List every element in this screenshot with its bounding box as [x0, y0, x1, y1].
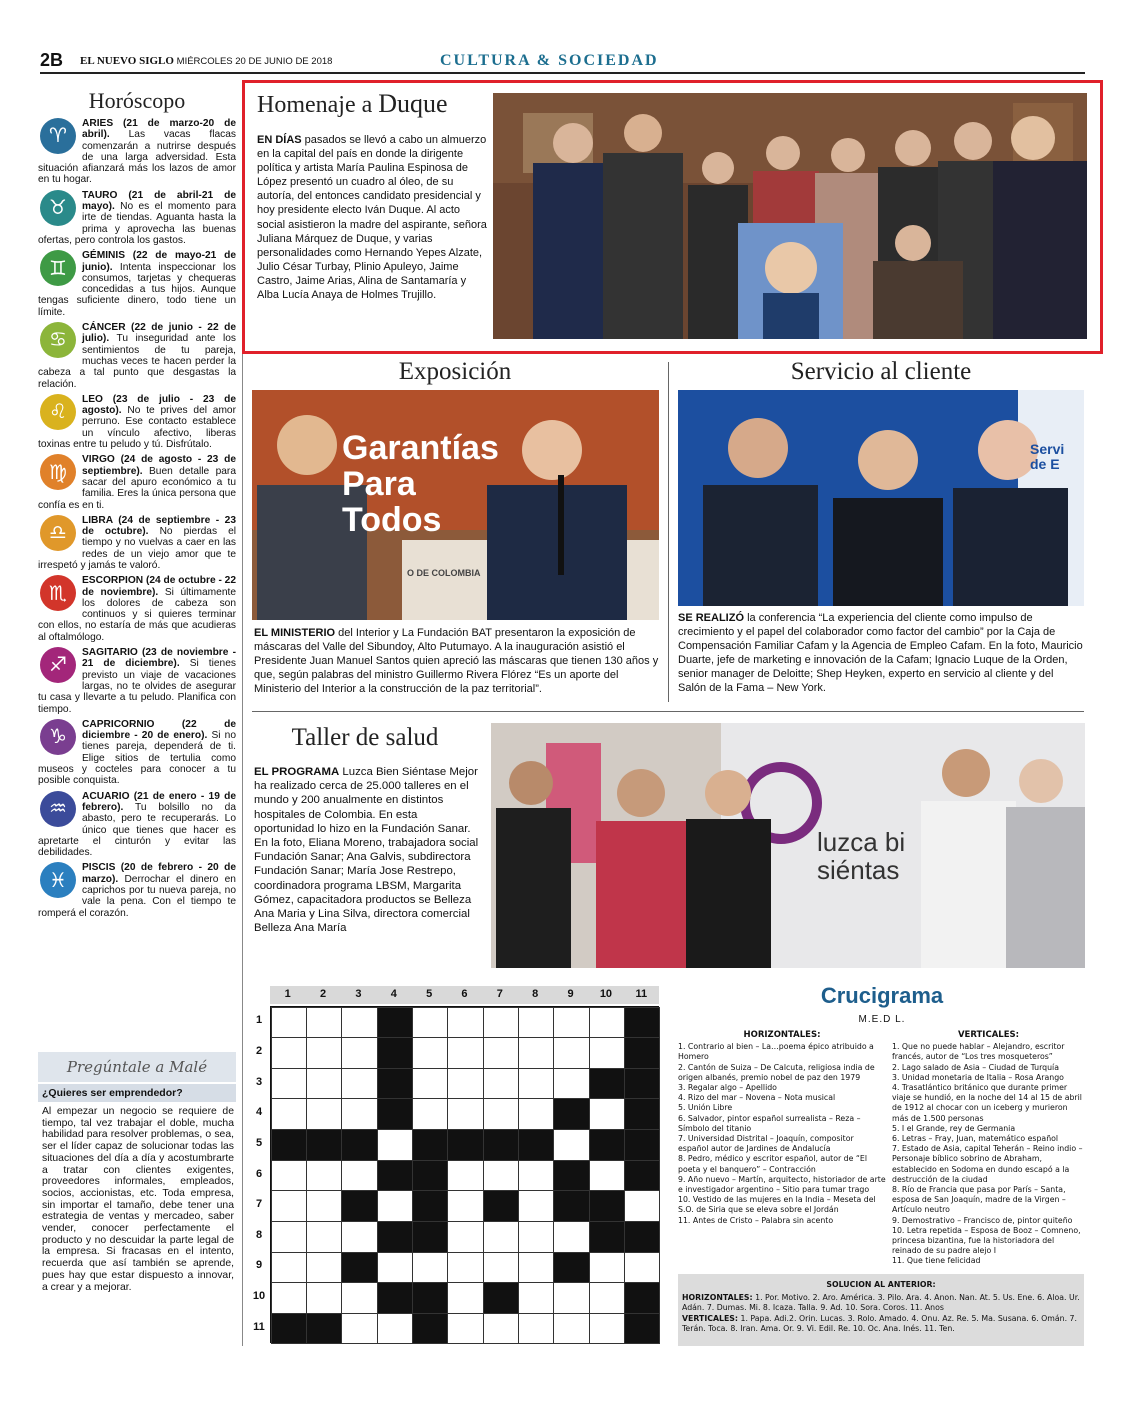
- crossword-cell[interactable]: [589, 1160, 625, 1192]
- crossword-cell[interactable]: [518, 1221, 554, 1253]
- horoscope-sign: [38, 719, 236, 787]
- crossword-cell[interactable]: [271, 1068, 307, 1100]
- crossword-cell[interactable]: [553, 1129, 589, 1161]
- crossword-cell[interactable]: [341, 1068, 377, 1100]
- clue: 8. Pedro, médico y escritor español, autor de “El poeta y el banquero” – Contracción: [678, 1154, 868, 1174]
- crossword-cell[interactable]: [306, 1068, 342, 1100]
- section-title: CULTURA & SOCIEDAD: [440, 52, 659, 69]
- servicio-caption: [678, 611, 1084, 695]
- clue: 11. Antes de Cristo – Palabra sin acento: [678, 1215, 834, 1225]
- crossword-black-cell: [377, 1068, 413, 1100]
- clues-vertical-title: VERTICALES:: [957, 1030, 1020, 1040]
- sign-name: ACUARIO (21 de enero - 19 de febrero).: [82, 790, 236, 813]
- newspaper-title: EL NUEVO SIGLO: [80, 55, 174, 67]
- sign-text: Buen detalle para sacar del apuro económico a tu familia. Eres la única persona que confía es en ti.: [38, 465, 236, 511]
- crossword-cell[interactable]: [271, 1037, 307, 1069]
- crossword-black-cell: [306, 1313, 342, 1345]
- exposicion-lead: EL MINISTERIO: [254, 627, 336, 639]
- crossword-cell[interactable]: [589, 1037, 625, 1069]
- sign-text: No pierdas el tiempo y no vuelvas a caer en las redes de un viejo amor que te irrespetó y jamás te valoró.: [38, 526, 236, 571]
- crossword-cell[interactable]: [412, 1007, 448, 1039]
- section-rule: [252, 711, 1084, 712]
- clues-horizontal: [678, 1030, 886, 1226]
- crossword-cell[interactable]: [271, 1252, 307, 1284]
- crossword-black-cell: [412, 1282, 448, 1314]
- sign-name: ARIES (21 de marzo-20 de abril).: [82, 118, 236, 141]
- sign-name: TAURO (21 de abril-21 de mayo).: [82, 189, 236, 213]
- crossword-cell[interactable]: [341, 1160, 377, 1192]
- crossword-cell[interactable]: [412, 1068, 448, 1100]
- crossword-column-number: 10: [599, 988, 613, 1000]
- crossword-cell[interactable]: [306, 1221, 342, 1253]
- sign-text: Tu bolsillo no da abasto, pero te recuperarás. Lo único que tienes que hacer es apretarte el cinturón y evitar las debilidades.: [38, 801, 236, 859]
- crossword-cell[interactable]: [306, 1037, 342, 1069]
- clue: 2. Cantón de Suiza – De Calcuta, religiosa india de origen albanés, premio nobel de paz den 1979: [678, 1062, 875, 1082]
- crossword-cell[interactable]: [447, 1098, 483, 1130]
- crossword-black-cell: [624, 1313, 660, 1345]
- column-divider-middle: [668, 362, 669, 702]
- crossword-black-cell: [271, 1129, 307, 1161]
- crossword-black-cell: [412, 1190, 448, 1222]
- crossword-black-cell: [412, 1221, 448, 1253]
- clue: 9. Demostrativo – Francisco de, pintor quiteño: [892, 1215, 1073, 1225]
- crossword-row-number: 6: [255, 1167, 263, 1180]
- exposicion-banner-small: O DE COLOMBIA: [407, 568, 481, 578]
- leo-icon: ♌: [40, 394, 76, 430]
- crossword-black-cell: [271, 1313, 307, 1345]
- crossword-cell[interactable]: [553, 1037, 589, 1069]
- horoscope-sign: [38, 862, 236, 918]
- crossword-black-cell: [624, 1221, 660, 1253]
- sign-text: No es el momento para irte de tiendas. Aguanta hasta la prima y aprovecha las buenas ofertas, pero controla los gastos.: [38, 201, 236, 246]
- crossword-black-cell: [483, 1190, 519, 1222]
- sign-name: CÁNCER (22 de junio - 22 de julio).: [82, 322, 236, 345]
- crossword-black-cell: [624, 1282, 660, 1314]
- sign-name: LEO (23 de julio - 23 de agosto).: [82, 393, 236, 417]
- sign-text: Derrochar el dinero en caprichos por tu nueva pareja, no vale la pena. Con el tiempo te romperá el corazón.: [38, 873, 236, 919]
- crossword-cell[interactable]: [483, 1098, 519, 1130]
- sign-text: Si últimamente los dolores de cabeza son continuos y si quieres terminar con ellos, no estaría de más que acudieras al oftalmólogo.: [38, 586, 236, 643]
- issue-date: MIÉRCOLES 20 DE JUNIO DE 2018: [176, 56, 333, 67]
- crossword-black-cell: [377, 1037, 413, 1069]
- crossword-cell[interactable]: [271, 1282, 307, 1314]
- crossword-cell[interactable]: [271, 1160, 307, 1192]
- clue: 10. Letra repetida – Esposa de Booz – Comneno, princesa bizantina, fue la historiadora del reinado de su padre alejo I: [892, 1225, 1081, 1256]
- pisces-icon: ♓: [40, 862, 76, 898]
- crossword-black-cell: [589, 1129, 625, 1161]
- header-rule: [40, 72, 1085, 74]
- sign-text: Si tienes previsto un viaje de vacaciones largas, no te olvides de asegurar tu casa y llevarte a tu peludo. Planifica con tiempo.: [38, 658, 236, 715]
- crossword-row-number: 9: [255, 1259, 263, 1272]
- crossword-row-number: 5: [255, 1136, 263, 1149]
- crossword-black-cell: [553, 1252, 589, 1284]
- crossword-cell[interactable]: [447, 1252, 483, 1284]
- crossword-black-cell: [553, 1190, 589, 1222]
- clue: 7. Universidad Distrital – Joaquín, compositor español autor de Jardines de Andalucía: [678, 1134, 854, 1154]
- taller-banner: [817, 828, 905, 884]
- crossword-cell[interactable]: [341, 1007, 377, 1039]
- solution-title: SOLUCION AL ANTERIOR:: [826, 1280, 936, 1289]
- crossword-cell[interactable]: [518, 1007, 554, 1039]
- crossword-cell[interactable]: [447, 1313, 483, 1345]
- clue: 4. Rizo del mar – Novena – Nota musical: [678, 1093, 836, 1103]
- crossword-row-number: 2: [255, 1044, 263, 1057]
- crossword-cell[interactable]: [483, 1007, 519, 1039]
- sign-name: SAGITARIO (23 de noviembre - 21 de diciembre).: [82, 647, 236, 670]
- horoscope-signs: [38, 118, 236, 919]
- crossword-black-cell: [377, 1007, 413, 1039]
- crossword-black-cell: [341, 1129, 377, 1161]
- crossword-cell[interactable]: [306, 1160, 342, 1192]
- crossword-cell[interactable]: [483, 1221, 519, 1253]
- crossword-cell[interactable]: [589, 1313, 625, 1345]
- crossword-cell[interactable]: [518, 1252, 554, 1284]
- horoscope-sign: [38, 575, 236, 643]
- homenaje-lead: EN DÍAS: [257, 134, 302, 146]
- crossword-cell[interactable]: [624, 1252, 660, 1284]
- crossword-cell[interactable]: [518, 1037, 554, 1069]
- crossword-black-cell: [553, 1160, 589, 1192]
- taller-photo: [491, 723, 1085, 968]
- horoscope-sign: [38, 454, 236, 510]
- servicio-title: Servicio al cliente: [790, 358, 972, 385]
- crossword-cell[interactable]: [589, 1098, 625, 1130]
- crossword-black-cell: [447, 1129, 483, 1161]
- crossword-black-cell: [341, 1252, 377, 1284]
- homenaje-title-a: Homenaje a: [257, 92, 379, 118]
- horoscope-sign: [38, 118, 236, 186]
- solution-horizontal-text: 1. Por. Motivo. 2. Aro. América. 3. Pilo. Ara. 4. Anon. Nan. At. 5. Us. Ene. 6. Aloa. Ur. Adán. 7. Dumas. Mi. 8. Icaza. Talla. 9. Ad. 10. Sora. Coros. 11. Anos: [682, 1293, 1080, 1313]
- crossword-cell[interactable]: [589, 1282, 625, 1314]
- sign-text: Intenta inspeccionar los consumos, tarjetas y chequeras concedidas a tus hijos. Aunque tengas suficiente dinero, todo tiene un límite.: [38, 261, 236, 318]
- clue: 3. Unidad monetaria de Italia – Rosa Arango: [892, 1072, 1064, 1082]
- aquarius-icon: ♒: [40, 791, 76, 827]
- crossword-row-number: 4: [255, 1106, 263, 1119]
- sign-name: GÉMINIS (22 de mayo-21 de junio).: [82, 250, 236, 273]
- crossword-black-cell: [377, 1098, 413, 1130]
- crossword-column-number: 2: [319, 988, 327, 1000]
- aries-icon: ♈: [40, 118, 76, 154]
- horoscope-sign: [38, 394, 236, 450]
- horoscope-sign: [38, 250, 236, 318]
- taller-title: Taller de salud: [291, 724, 439, 751]
- crossword-cell[interactable]: [341, 1098, 377, 1130]
- crossword-column-number: 4: [390, 988, 397, 1000]
- crossword-cell[interactable]: [483, 1160, 519, 1192]
- clue: 4. Trasatlántico británico que durante primer viaje se hundió, en la noche del 14 al 15 de abril de 1912 al chocar con un iceberg y murieron más de 1.500 personas: [892, 1083, 1082, 1123]
- crossword-cell[interactable]: [518, 1190, 554, 1222]
- taller-caption: [254, 765, 480, 935]
- solution-vertical-text: 1. Papa. Adi.2. Orin. Lucas. 3. Rolo. Amado. 4. Onu. Az. Re. 5. Ma. Susana. 6. Omán. 7. Terán. Toca. 8. Iran. Ama. Or. 9. Vi. Edil. Re. 10. Oc. Ana. Inés. 11. Ten.: [682, 1313, 1077, 1333]
- crossword-black-cell: [412, 1160, 448, 1192]
- homenaje-title: [257, 89, 448, 119]
- horoscope-title: Horóscopo: [88, 88, 186, 113]
- sign-name: LIBRA (24 de septiembre - 23 de octubre).: [82, 514, 236, 538]
- scorpio-icon: ♏: [40, 575, 76, 611]
- crossword-title: Crucigrama: [820, 983, 944, 1008]
- cancer-icon: ♋: [40, 322, 76, 358]
- page-number: 2B: [40, 50, 64, 70]
- taller-lead: EL PROGRAMA: [254, 766, 340, 778]
- crossword-cell[interactable]: [483, 1252, 519, 1284]
- crossword-cell[interactable]: [306, 1007, 342, 1039]
- crossword-black-cell: [624, 1007, 660, 1039]
- crossword-cell[interactable]: [377, 1252, 413, 1284]
- crossword-column-number: 3: [355, 988, 362, 1000]
- crossword-row-number: 10: [252, 1290, 266, 1303]
- advice-title: Pregúntale a Malé: [38, 1052, 236, 1082]
- crossword-column-number: 6: [461, 988, 468, 1000]
- crossword-column-number: 9: [567, 988, 574, 1000]
- crossword-cell[interactable]: [412, 1098, 448, 1130]
- exposicion-banner: Garantías Para Todos: [342, 429, 499, 539]
- sign-name: CAPRICORNIO (22 de diciembre - 20 de enero).: [82, 718, 236, 742]
- taller-banner-line-2: siéntas: [817, 855, 900, 885]
- horoscope-sign: [38, 322, 236, 390]
- crossword-black-cell: [377, 1160, 413, 1192]
- sign-name: VIRGO (24 de agosto - 23 de septiembre).: [82, 454, 236, 477]
- clue: 7. Estado de Asia, capital Teherán – Reino indio – Personaje bíblico sobrino de Abraham, establecido en Sodoma en dundo escapó a la destrucción de la ciudad: [892, 1144, 1083, 1184]
- advice-body: Al empezar un negocio se requiere de tiempo, tal vez trabajar el doble, mucha habilidad para resolver problemas, o sea, ser el líder capaz de solucionar todas las situaciones del día a día y acostumbrarte a tratar con clientes exigentes, proveedores informales, empleados, socios, accionistas, etc. Toda empresa, sin importar el tamaño, debe tener una estrategia de ventas y mercadeo, saber vender, conocer perfectamente el producto y no descuidar la parte legal de la empresa. Si fracasas en el intento, recuerda que así también se aprende, pues hay que estar dispuesto a innovar, a crear y a mejorar.: [42, 1106, 234, 1293]
- crossword-black-cell: [624, 1160, 660, 1192]
- crossword-cell[interactable]: [412, 1252, 448, 1284]
- sign-text: No te prives del amor perruno. Ese contacto establece un vínculo afectivo, liberas toxinas entre tu peludo y tú. Disfrútalo.: [38, 405, 236, 451]
- clue: 10. Vestido de las mujeres en la India – Meseta del S.O. de Siria que se eleva sobre el Jordán: [678, 1195, 876, 1215]
- taller-text: Luzca Bien Siéntase Mejor ha realizado cerca de 25.000 talleres en el mundo y 200 anualmente en distintos hospitales de Colombia. En esta oportunidad lo hizo en la Fundación Sanar. En la foto, Eliana Moreno, trabajadora social Fundación Sanar; Ana Galvis, subdirectora Fundación Sanar; María Jose Restrepo, coordinadora programa LBSM, Margarita Gómez, capacitadora productos se Belleza Ana Maria y Lina Silva, directora comercial Belleza Ana María: [254, 766, 479, 935]
- crossword-black-cell: [589, 1221, 625, 1253]
- crossword-cell[interactable]: [306, 1282, 342, 1314]
- crossword-black-cell: [377, 1221, 413, 1253]
- crossword-row-number: 11: [253, 1320, 265, 1333]
- sign-text: Si no tienes pareja, dependerá de ti. Elige sitios de tertulia como museos y cocteles para conocer a tu posible conquista.: [38, 730, 236, 787]
- clue: 6. Salvador, pintor español surrealista – Reza – Símbolo del titanio: [678, 1113, 861, 1133]
- clue: 11. Que tiene felicidad: [892, 1256, 981, 1266]
- homenaje-text: pasados se llevó a cabo un almuerzo en la capital del país en donde la dirigente política y artista María Paulina Espinosa de López presentó un cuadro al óleo, de su autoría, del entonces candidato presidencial y hoy presidente electo Iván Duque. Al acto social asistieron la madre del aspirante, señora Juliana Márquez de Duque, y varias personalidades como Hernando Yepes Alzate, Julio César Turbay, Plinio Apuleyo, Jaime Castro, Jaime Arias, Alina de Santamaría y Alba Lucía Anaya de Holmes Trujillo.: [257, 134, 487, 302]
- sign-text: Las vacas flacas comenzarán a nutrirse después de una larga adversidad. Esta situación afianzará más los lazos de amor en tu hogar.: [38, 129, 236, 186]
- clue: 1. Contrario al bien – La…poema épico atribuido a Homero: [678, 1042, 874, 1062]
- clue: 9. Año nuevo – Martín, arquitecto, historiador de arte e investigador argentino – Sitio para tumar trago: [678, 1174, 886, 1195]
- crossword-cell[interactable]: [553, 1007, 589, 1039]
- crossword-black-cell: [624, 1037, 660, 1069]
- sign-name: PISCIS (20 de febrero - 20 de marzo).: [82, 862, 236, 885]
- previous-solution: [678, 1274, 1084, 1346]
- crossword-cell[interactable]: [271, 1007, 307, 1039]
- crossword-cell[interactable]: [271, 1098, 307, 1130]
- crossword-cell[interactable]: [447, 1068, 483, 1100]
- crossword-column-numbers: [270, 986, 659, 1004]
- crossword-cell[interactable]: [447, 1160, 483, 1192]
- crossword-cell[interactable]: [447, 1190, 483, 1222]
- exposicion-photo: [252, 390, 659, 620]
- homenaje-photo: [493, 93, 1087, 339]
- solution-vertical: [682, 1314, 1080, 1334]
- crossword-row-number: 8: [255, 1228, 263, 1241]
- clue: 8. Río de Francia que pasa por París – Santa, esposa de San Joaquín, madre de la Virgen – Artículo neutro: [892, 1185, 1066, 1215]
- crossword-cell[interactable]: [553, 1313, 589, 1345]
- crossword-author: M.E.D L.: [858, 1014, 906, 1025]
- taurus-icon: ♉: [40, 190, 76, 226]
- solution-vertical-label: VERTICALES:: [682, 1313, 739, 1323]
- crossword-cell[interactable]: [341, 1037, 377, 1069]
- crossword-cell[interactable]: [377, 1129, 413, 1161]
- crossword-cell[interactable]: [306, 1098, 342, 1130]
- crossword-black-cell: [589, 1190, 625, 1222]
- crossword-cell[interactable]: [341, 1221, 377, 1253]
- crossword-cell[interactable]: [447, 1007, 483, 1039]
- servicio-lead: SE REALIZÓ: [678, 612, 745, 624]
- crossword-cell[interactable]: [377, 1313, 413, 1345]
- crossword-column-number: 7: [496, 988, 503, 1000]
- crossword-row-number: 3: [255, 1075, 263, 1088]
- horoscope-sign: [38, 791, 236, 859]
- crossword-black-cell: [624, 1068, 660, 1100]
- clue: 5. Unión Libre: [678, 1103, 733, 1113]
- crossword-row-number: 1: [255, 1014, 263, 1027]
- virgo-icon: ♍: [40, 454, 76, 490]
- solution-horizontal: [682, 1293, 1080, 1313]
- crossword-grid: [270, 1006, 659, 1343]
- crossword-cell[interactable]: [341, 1313, 377, 1345]
- clues-vertical: [892, 1030, 1085, 1267]
- homenaje-article: [242, 80, 1103, 354]
- crossword-cell[interactable]: [518, 1313, 554, 1345]
- capricorn-icon: ♑: [40, 719, 76, 755]
- exposicion-title: Exposición: [398, 358, 512, 385]
- crossword-cell[interactable]: [553, 1282, 589, 1314]
- crossword-cell[interactable]: [271, 1190, 307, 1222]
- crossword-black-cell: [589, 1068, 625, 1100]
- crossword-cell[interactable]: [518, 1160, 554, 1192]
- clue: 5. I el Grande, rey de Germania: [892, 1123, 1016, 1133]
- crossword-cell[interactable]: [518, 1068, 554, 1100]
- crossword-cell[interactable]: [447, 1282, 483, 1314]
- homenaje-title-b: Duque: [378, 89, 448, 118]
- crossword-row-number: 7: [255, 1198, 263, 1211]
- homenaje-body: [257, 133, 489, 302]
- servicio-text: la conferencia “La experiencia del cliente como impulso de crecimiento y el papel del colaborador como factor del cambio” por la Caja de Compensación Familiar Cafam y la Agencia de Empleo Cafam. En la foto, Mauricio Duarte, jefe de marketing e innovación de la Cafam; Ignacio Luque de la Orden, senior manager de Deloitte; Shep Heyken, experto en servicio al cliente y del Salón de la Fama – New York.: [678, 612, 1083, 694]
- horoscope-sign: [38, 647, 236, 715]
- crossword-cell[interactable]: [589, 1007, 625, 1039]
- clue: 6. Letras – Fray, Juan, matemático español: [892, 1134, 1059, 1144]
- crossword-black-cell: [624, 1129, 660, 1161]
- crossword-cell[interactable]: [271, 1221, 307, 1253]
- solution-horizontal-label: HORIZONTALES:: [682, 1293, 753, 1303]
- clue: 1. Que no puede hablar – Alejandro, escritor francés, autor de “Los tres mosqueteros”: [892, 1042, 1065, 1062]
- crossword-black-cell: [624, 1098, 660, 1130]
- crossword-cell[interactable]: [447, 1037, 483, 1069]
- crossword-cell[interactable]: [306, 1190, 342, 1222]
- crossword-cell[interactable]: [518, 1098, 554, 1130]
- taller-banner-line-1: luzca bi: [817, 827, 906, 857]
- crossword-cell[interactable]: [518, 1282, 554, 1314]
- clues-horizontal-title: HORIZONTALES:: [743, 1030, 821, 1040]
- clue: 3. Regalar algo – Apellido: [678, 1083, 777, 1093]
- crossword-cell[interactable]: [306, 1252, 342, 1284]
- libra-icon: ♎: [40, 515, 76, 551]
- horoscope-column: [38, 88, 236, 923]
- sign-text: Tu inseguridad ante los sentimientos de tu pareja, muchas veces te hacen perder la cabeza a tal punto que desgastas la relación.: [38, 333, 236, 390]
- horoscope-sign: [38, 190, 236, 246]
- crossword-cell[interactable]: [377, 1190, 413, 1222]
- advice-question: ¿Quieres ser emprendedor?: [38, 1084, 236, 1102]
- crossword-black-cell: [553, 1098, 589, 1130]
- crossword-cell[interactable]: [483, 1068, 519, 1100]
- horoscope-sign: [38, 515, 236, 571]
- crossword-column-number: 1: [284, 988, 291, 1000]
- crossword-black-cell: [412, 1129, 448, 1161]
- servicio-photo: [678, 390, 1084, 606]
- crossword-black-cell: [341, 1190, 377, 1222]
- crossword-cell[interactable]: [589, 1252, 625, 1284]
- sagittarius-icon: ♐: [40, 647, 76, 683]
- crossword-black-cell: [377, 1282, 413, 1314]
- crossword-cell[interactable]: [412, 1037, 448, 1069]
- crossword-column-number: 8: [532, 988, 539, 1000]
- crossword-black-cell: [412, 1313, 448, 1345]
- servicio-banner: Servi de E: [1030, 441, 1065, 472]
- crossword-black-cell: [483, 1129, 519, 1161]
- clue: 2. Lago salado de Asia – Ciudad de Turquía: [892, 1062, 1059, 1072]
- crossword-cell[interactable]: [447, 1221, 483, 1253]
- crossword-cell[interactable]: [483, 1313, 519, 1345]
- crossword-column-number: 11: [635, 988, 648, 1000]
- crossword-cell[interactable]: [341, 1282, 377, 1314]
- exposicion-caption: [254, 626, 660, 696]
- crossword-black-cell: [483, 1282, 519, 1314]
- crossword-cell[interactable]: [483, 1037, 519, 1069]
- newspaper-name: [80, 55, 332, 67]
- advice-box: [38, 1052, 236, 1293]
- crossword-cell[interactable]: [553, 1221, 589, 1253]
- exposicion-text: del Interior y La Fundación BAT presentaron la exposición de máscaras del Valle del Sibundoy, Alto Putumayo. A la inauguración asistió el Presidente Juan Manuel Santos quien apreció las máscaras que tienen 130 años y que, según palabras del ministro Guillermo Rivera Flórez “Es un aporte del Ministerio del Interior a la construcción de la paz territorial”.: [254, 627, 659, 695]
- crossword-black-cell: [518, 1129, 554, 1161]
- gemini-icon: ♊: [40, 250, 76, 286]
- crossword-cell[interactable]: [553, 1068, 589, 1100]
- crossword-column-number: 5: [426, 988, 433, 1000]
- sign-name: ESCORPION (24 de octubre - 22 de noviembre).: [82, 575, 236, 598]
- crossword-black-cell: [306, 1129, 342, 1161]
- crossword-cell[interactable]: [624, 1190, 660, 1222]
